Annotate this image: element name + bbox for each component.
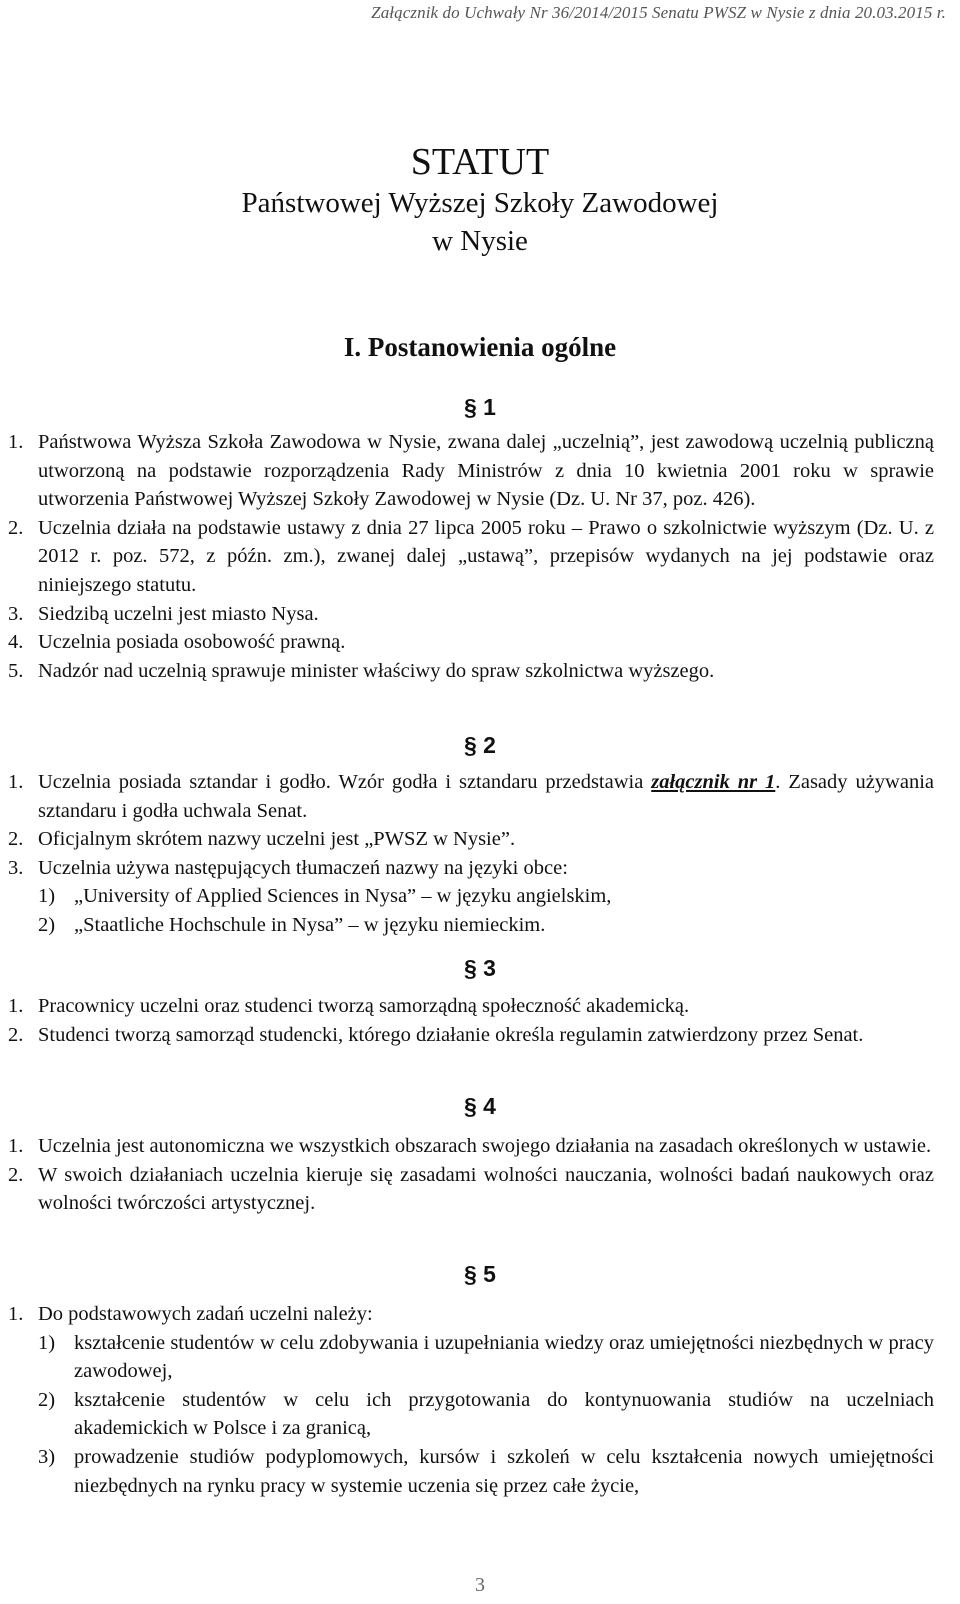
section-3-item-1: 1. Pracownicy uczelni oraz studenci tworzą samorządną społeczność akademicką. <box>8 995 690 1017</box>
section-5-subitem-3: 3) prowadzenie studiów podyplomowych, kursów i szkoleń w celu kształcenia nowych umiejętności niezbędnych na rynku pracy w systemie uczenia się przez całe życie, <box>38 1445 934 1497</box>
section-2-item-2: 2. Oficjalnym skrótem nazwy uczelni jest „PWSZ w Nysie”. <box>8 828 516 851</box>
section-3-body <box>8 992 934 1049</box>
section-3-item-2: 2. Studenci tworzą samorząd studencki, którego działanie określa regulamin zatwierdzony przez Senat. <box>8 1023 864 1046</box>
section-1-body <box>8 428 934 685</box>
section-5-body <box>8 1300 934 1500</box>
statute-title-block <box>0 140 960 260</box>
section-2-subitem-1: 1) „University of Applied Sciences in Nysa” – w języku angielskim, <box>38 885 612 908</box>
section-sign-2: § 2 <box>464 732 496 758</box>
section-1-item-1: 1. Państwowa Wyższa Szkoła Zawodowa w Nysie, zwana dalej „uczelnią”, jest zawodową uczelnią publiczną utworzoną na podstawie rozporządzenia Rady Ministrów z dnia 10 kwietnia 2001 roku w sprawie utworzenia Państwowej Wyższej Szkoły Zawodowej w Nysie (Dz. U. Nr 37, poz. 426). <box>8 431 934 511</box>
section-1-item-3: 3. Siedzibą uczelni jest miasto Nysa. <box>8 602 319 625</box>
section-2-item-3: 3. Uczelnia używa następujących tłumaczeń nazwy na języki obce: <box>8 856 568 879</box>
section-1-item-4: 4. Uczelnia posiada osobowość prawną. <box>8 631 346 654</box>
section-2-body <box>8 768 934 940</box>
section-5-item-1: 1. Do podstawowych zadań uczelni należy: <box>8 1303 373 1325</box>
institution-name: Państwowej Wyższej Szkoły Zawodowej <box>241 187 719 219</box>
section-sign-1: § 1 <box>464 394 496 420</box>
section-4-body <box>8 1132 934 1218</box>
section-5-subitem-1: 1) kształcenie studentów w celu zdobywania i uzupełniania wiedzy oraz umiejętności niezbędnych w pracy zawodowej, <box>38 1331 934 1383</box>
page-number: 3 <box>475 1574 485 1596</box>
attachment-reference: załącznik nr 1 <box>651 771 776 793</box>
chapter-heading: I. Postanowienia ogólne <box>343 332 617 362</box>
section-5-subitem-2: 2) kształcenie studentów w celu ich przygotowania do kontynuowania studiów na uczelniach akademickich w Polsce i za granicą, <box>38 1388 934 1440</box>
section-4-item-2: 2. W swoich działaniach uczelnia kieruje się zasadami wolności nauczania, wolności badań naukowych oraz wolności twórczości artystycznej. <box>8 1163 934 1215</box>
section-1-item-5: 5. Nadzór nad uczelnią sprawuje minister właściwy do spraw szkolnictwa wyższego. <box>8 659 715 682</box>
section-sign-3: § 3 <box>464 955 496 981</box>
resolution-header-note: Załącznik do Uchwały Nr 36/2014/2015 Senatu PWSZ w Nysie z dnia 20.03.2015 r. <box>371 3 946 22</box>
section-2-subitem-2: 2) „Staatliche Hochschule in Nysa” – w języku niemieckim. <box>38 913 546 936</box>
institution-location: w Nysie <box>432 225 528 257</box>
section-1-item-2: 2. Uczelnia działa na podstawie ustawy z dnia 27 lipca 2005 roku – Prawo o szkolnictwie wyższym (Dz. U. z 2012 r. poz. 572, z późn. zm.), zwanej dalej „ustawą”, przepisów wydanych na jej podstawie oraz niniejszego statutu. <box>8 516 934 596</box>
section-sign-4: § 4 <box>464 1093 496 1119</box>
section-4-item-1: 1. Uczelnia jest autonomiczna we wszystkich obszarach swojego działania na zasadach określonych w ustawie. <box>8 1135 932 1157</box>
section-sign-5: § 5 <box>464 1261 496 1287</box>
statute-title: STATUT <box>410 141 550 183</box>
section-2-item-1: 1. Uczelnia posiada sztandar i godło. Wzór godła i sztandaru przedstawia załącznik nr 1. Zasady używania sztandaru i godła uchwala Senat. <box>8 771 934 822</box>
